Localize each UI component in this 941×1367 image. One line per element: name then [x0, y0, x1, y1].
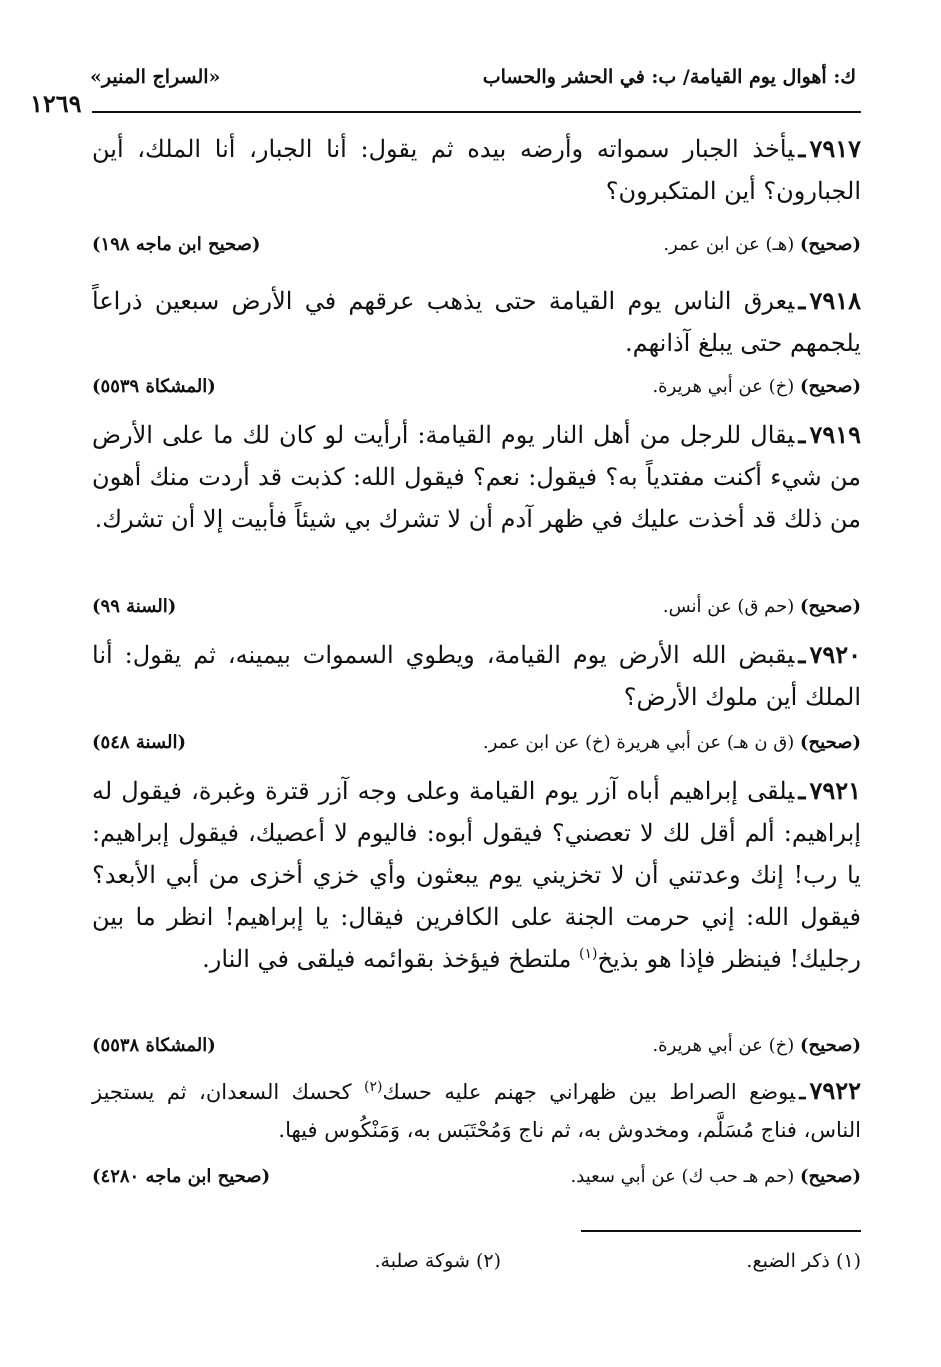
grading-source: [483, 732, 861, 753]
footnote-rule: [581, 1230, 861, 1232]
footnote-1: [746, 1250, 861, 1272]
narrators: (هـ) عن ابن عمر.: [663, 234, 795, 255]
hadith-text: [92, 280, 861, 364]
hadith-body: يقبض الله الأرض يوم القيامة، ويطوي السموات بيمينه، ثم يقول: أنا الملك أين ملوك الأرض؟: [92, 641, 861, 711]
grading-source: [571, 1166, 861, 1187]
hadith-text: [92, 128, 861, 212]
running-header: [90, 66, 856, 92]
narrators: (خ) عن أبي هريرة.: [652, 1035, 795, 1056]
grading-reference: (صحيح ابن ماجه ٤٢٨٠): [92, 1166, 271, 1187]
grading-label: (صحيح): [800, 1166, 861, 1187]
footnote-mark: (١): [835, 1250, 861, 1272]
page-number: ١٢٦٩: [30, 89, 82, 118]
hadith-body-part1: يلقى إبراهيم أباه آزر يوم القيامة وعلى وجه آزر قترة وغبرة، فيقول له إبراهيم: ألم أقل لك لا تعصني؟ فيقول أبوه: فاليوم لا أعصيك، فيقول إبراهيم: يا رب! إنك وعدتني أن لا تخزيني يوم يبعثون وأي خزي أخزى من أبي الأبعد؟ فيقول الله: إني حرمت الجنة على الكافرين فيقال: يا إبراهيم! انظر ما بين رجليك! فينظر فإذا هو بذيخ: [92, 777, 861, 973]
hadith-text: [92, 414, 861, 540]
grading-source: [663, 596, 861, 617]
separator-dash: ـ: [799, 1079, 806, 1104]
hadith-text: [92, 634, 861, 718]
hadith-7917: [92, 128, 861, 212]
hadith-text: [92, 1072, 861, 1149]
grading-source: [663, 234, 861, 255]
grading-label: (صحيح): [800, 732, 861, 753]
narrators: (ق ن هـ) عن أبي هريرة (خ) عن ابن عمر.: [482, 732, 795, 753]
hadith-7920-grading: [92, 732, 861, 760]
hadith-body-part2: ملتطخ فيؤخذ بقوائمه فيلقى في النار.: [202, 945, 579, 973]
hadith-7920: [92, 634, 861, 718]
hadith-7918: [92, 280, 861, 364]
grading-reference: (المشكاة ٥٥٣٩): [92, 376, 216, 397]
narrators: (حم ق) عن أنس.: [662, 596, 795, 617]
hadith-body: يقال للرجل من أهل النار يوم القيامة: أرأيت لو كان لك ما على الأرض من شيء أكنت مفتدياً به؟ فيقول: نعم؟ فيقول الله: كذبت قد أردت منك أهون من ذلك قد أخذت عليك في ظهر آدم أن لا تشرك بي شيئاً فأبيت إلا أن تشرك.: [92, 421, 861, 533]
hadith-7919: [92, 414, 861, 540]
grading-source: [652, 376, 861, 397]
footnote-text: ذكر الضبع.: [746, 1250, 830, 1272]
hadith-7917-grading: [92, 234, 861, 262]
separator-dash: ـ: [798, 134, 806, 163]
chapter-title: ك: أهوال يوم القيامة/ ب: في الحشر والحساب: [482, 66, 856, 88]
hadith-body: يعرق الناس يوم القيامة حتى يذهب عرقهم في الأرض سبعين ذراعاً يلجمهم حتى يبلغ آذانهم.: [92, 287, 861, 357]
footnote-reference[interactable]: (١): [579, 946, 598, 962]
grading-source: [652, 1035, 861, 1056]
grading-reference: (صحيح ابن ماجه ١٩٨): [92, 234, 261, 255]
separator-dash: ـ: [798, 776, 806, 805]
hadith-7919-grading: [92, 596, 861, 624]
footnote-reference[interactable]: (٢): [364, 1079, 383, 1095]
grading-label: (صحيح): [800, 376, 861, 397]
hadith-number: ٧٩١٧: [809, 134, 861, 163]
hadith-7922-grading: [92, 1166, 861, 1194]
hadith-body-part2: كحسك السعدان، ثم يستجيز الناس، فناج مُسَلَّم، ومخدوش به، ثم ناج وَمُحْتَبَس به، وَمَنْكُوس فيها.: [92, 1080, 861, 1142]
grading-label: (صحيح): [800, 234, 861, 255]
footnotes: [92, 1250, 861, 1280]
hadith-number: ٧٩١٨: [809, 286, 861, 315]
narrators: (خ) عن أبي هريرة.: [652, 376, 795, 397]
hadith-number: ٧٩٢٢: [809, 1076, 861, 1105]
hadith-body-part1: يوضع الصراط بين ظهراني جهنم عليه حسك: [382, 1080, 796, 1104]
hadith-body: يأخذ الجبار سمواته وأرضه بيده ثم يقول: أنا الجبار، أنا الملك، أين الجبارون؟ أين المتكبرون؟: [92, 135, 861, 205]
footnote-text: شوكة صلبة.: [374, 1250, 470, 1272]
narrators: (حم هـ حب ك) عن أبي سعيد.: [570, 1166, 795, 1187]
header-rule: [92, 111, 861, 113]
footnote-2: [375, 1250, 502, 1272]
separator-dash: ـ: [798, 420, 806, 449]
grading-label: (صحيح): [800, 1035, 861, 1056]
footnote-mark: (٢): [475, 1250, 501, 1272]
hadith-number: ٧٩١٩: [809, 420, 861, 449]
grading-label: (صحيح): [800, 596, 861, 617]
hadith-7918-grading: [92, 376, 861, 404]
hadith-7922: [92, 1072, 861, 1149]
book-title: «السراج المنير»: [90, 66, 221, 88]
grading-reference: (السنة ٥٤٨): [92, 732, 186, 753]
separator-dash: ـ: [798, 640, 806, 669]
hadith-7921: [92, 770, 861, 980]
hadith-7921-grading: [92, 1035, 861, 1063]
hadith-number: ٧٩٢٠: [809, 640, 861, 669]
grading-reference: (المشكاة ٥٥٣٨): [92, 1035, 216, 1056]
hadith-text: [92, 770, 861, 980]
hadith-number: ٧٩٢١: [809, 776, 861, 805]
grading-reference: (السنة ٩٩): [92, 596, 177, 617]
separator-dash: ـ: [798, 286, 806, 315]
